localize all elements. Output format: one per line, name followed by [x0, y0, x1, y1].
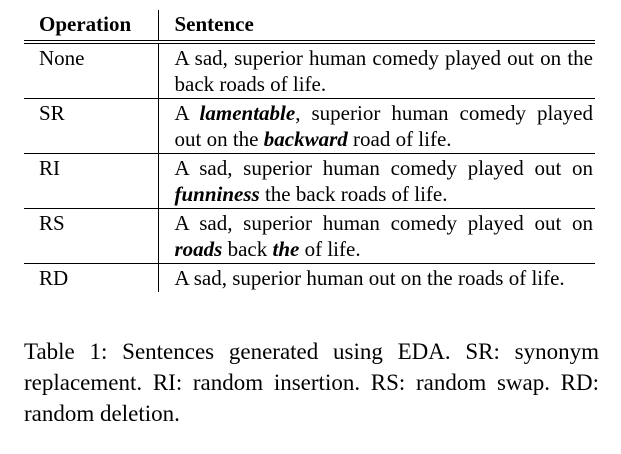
- table-row: [24, 42, 595, 99]
- sentence-text: back: [222, 237, 273, 261]
- operation-cell: RS: [24, 209, 158, 264]
- sentence-cell: [158, 264, 595, 293]
- table-header: [24, 10, 595, 42]
- changed-word: the: [272, 237, 300, 261]
- sentence-text: road of life.: [347, 127, 452, 151]
- operation-cell: RD: [24, 264, 158, 293]
- sentence-text: A: [174, 101, 200, 125]
- changed-word: funniness: [174, 182, 260, 206]
- table-row: [24, 264, 595, 293]
- eda-table-container: [24, 10, 595, 292]
- operation-cell: SR: [24, 99, 158, 154]
- changed-word: backward: [263, 127, 348, 151]
- sentence-text: A sad, superior human comedy played out on: [174, 156, 593, 180]
- header-operation: Operation: [24, 10, 158, 42]
- sentence-text: A sad, superior human comedy played out on the back roads of life.: [174, 46, 593, 96]
- operation-cell: None: [24, 42, 158, 99]
- table-row: [24, 209, 595, 264]
- sentence-cell: [158, 42, 595, 99]
- header-row: [24, 10, 595, 42]
- sentence-text: , superior human comedy played out on the: [174, 101, 594, 151]
- changed-word: roads: [174, 237, 223, 261]
- sentence-cell: [158, 99, 595, 154]
- sentence-cell: [158, 154, 595, 209]
- sentence-text: A sad, superior human comedy played out on: [174, 211, 593, 235]
- eda-examples-table: [24, 10, 595, 292]
- sentence-text: the back roads of life.: [259, 182, 448, 206]
- header-sentence: Sentence: [174, 12, 254, 36]
- operation-cell: RI: [24, 154, 158, 209]
- sentence-text: of life.: [299, 237, 361, 261]
- changed-word: lamentable: [199, 101, 296, 125]
- sentence-cell: [158, 209, 595, 264]
- sentence-text: A sad, superior human out on the roads of life.: [174, 266, 565, 290]
- table-caption: Table 1: Sentences generated using EDA. SR: synonym replacement. RI: random insertion. RS: random swap. RD: random deletion.: [24, 339, 599, 426]
- table-row: [24, 99, 595, 154]
- table-body: [24, 42, 595, 292]
- table-row: [24, 154, 595, 209]
